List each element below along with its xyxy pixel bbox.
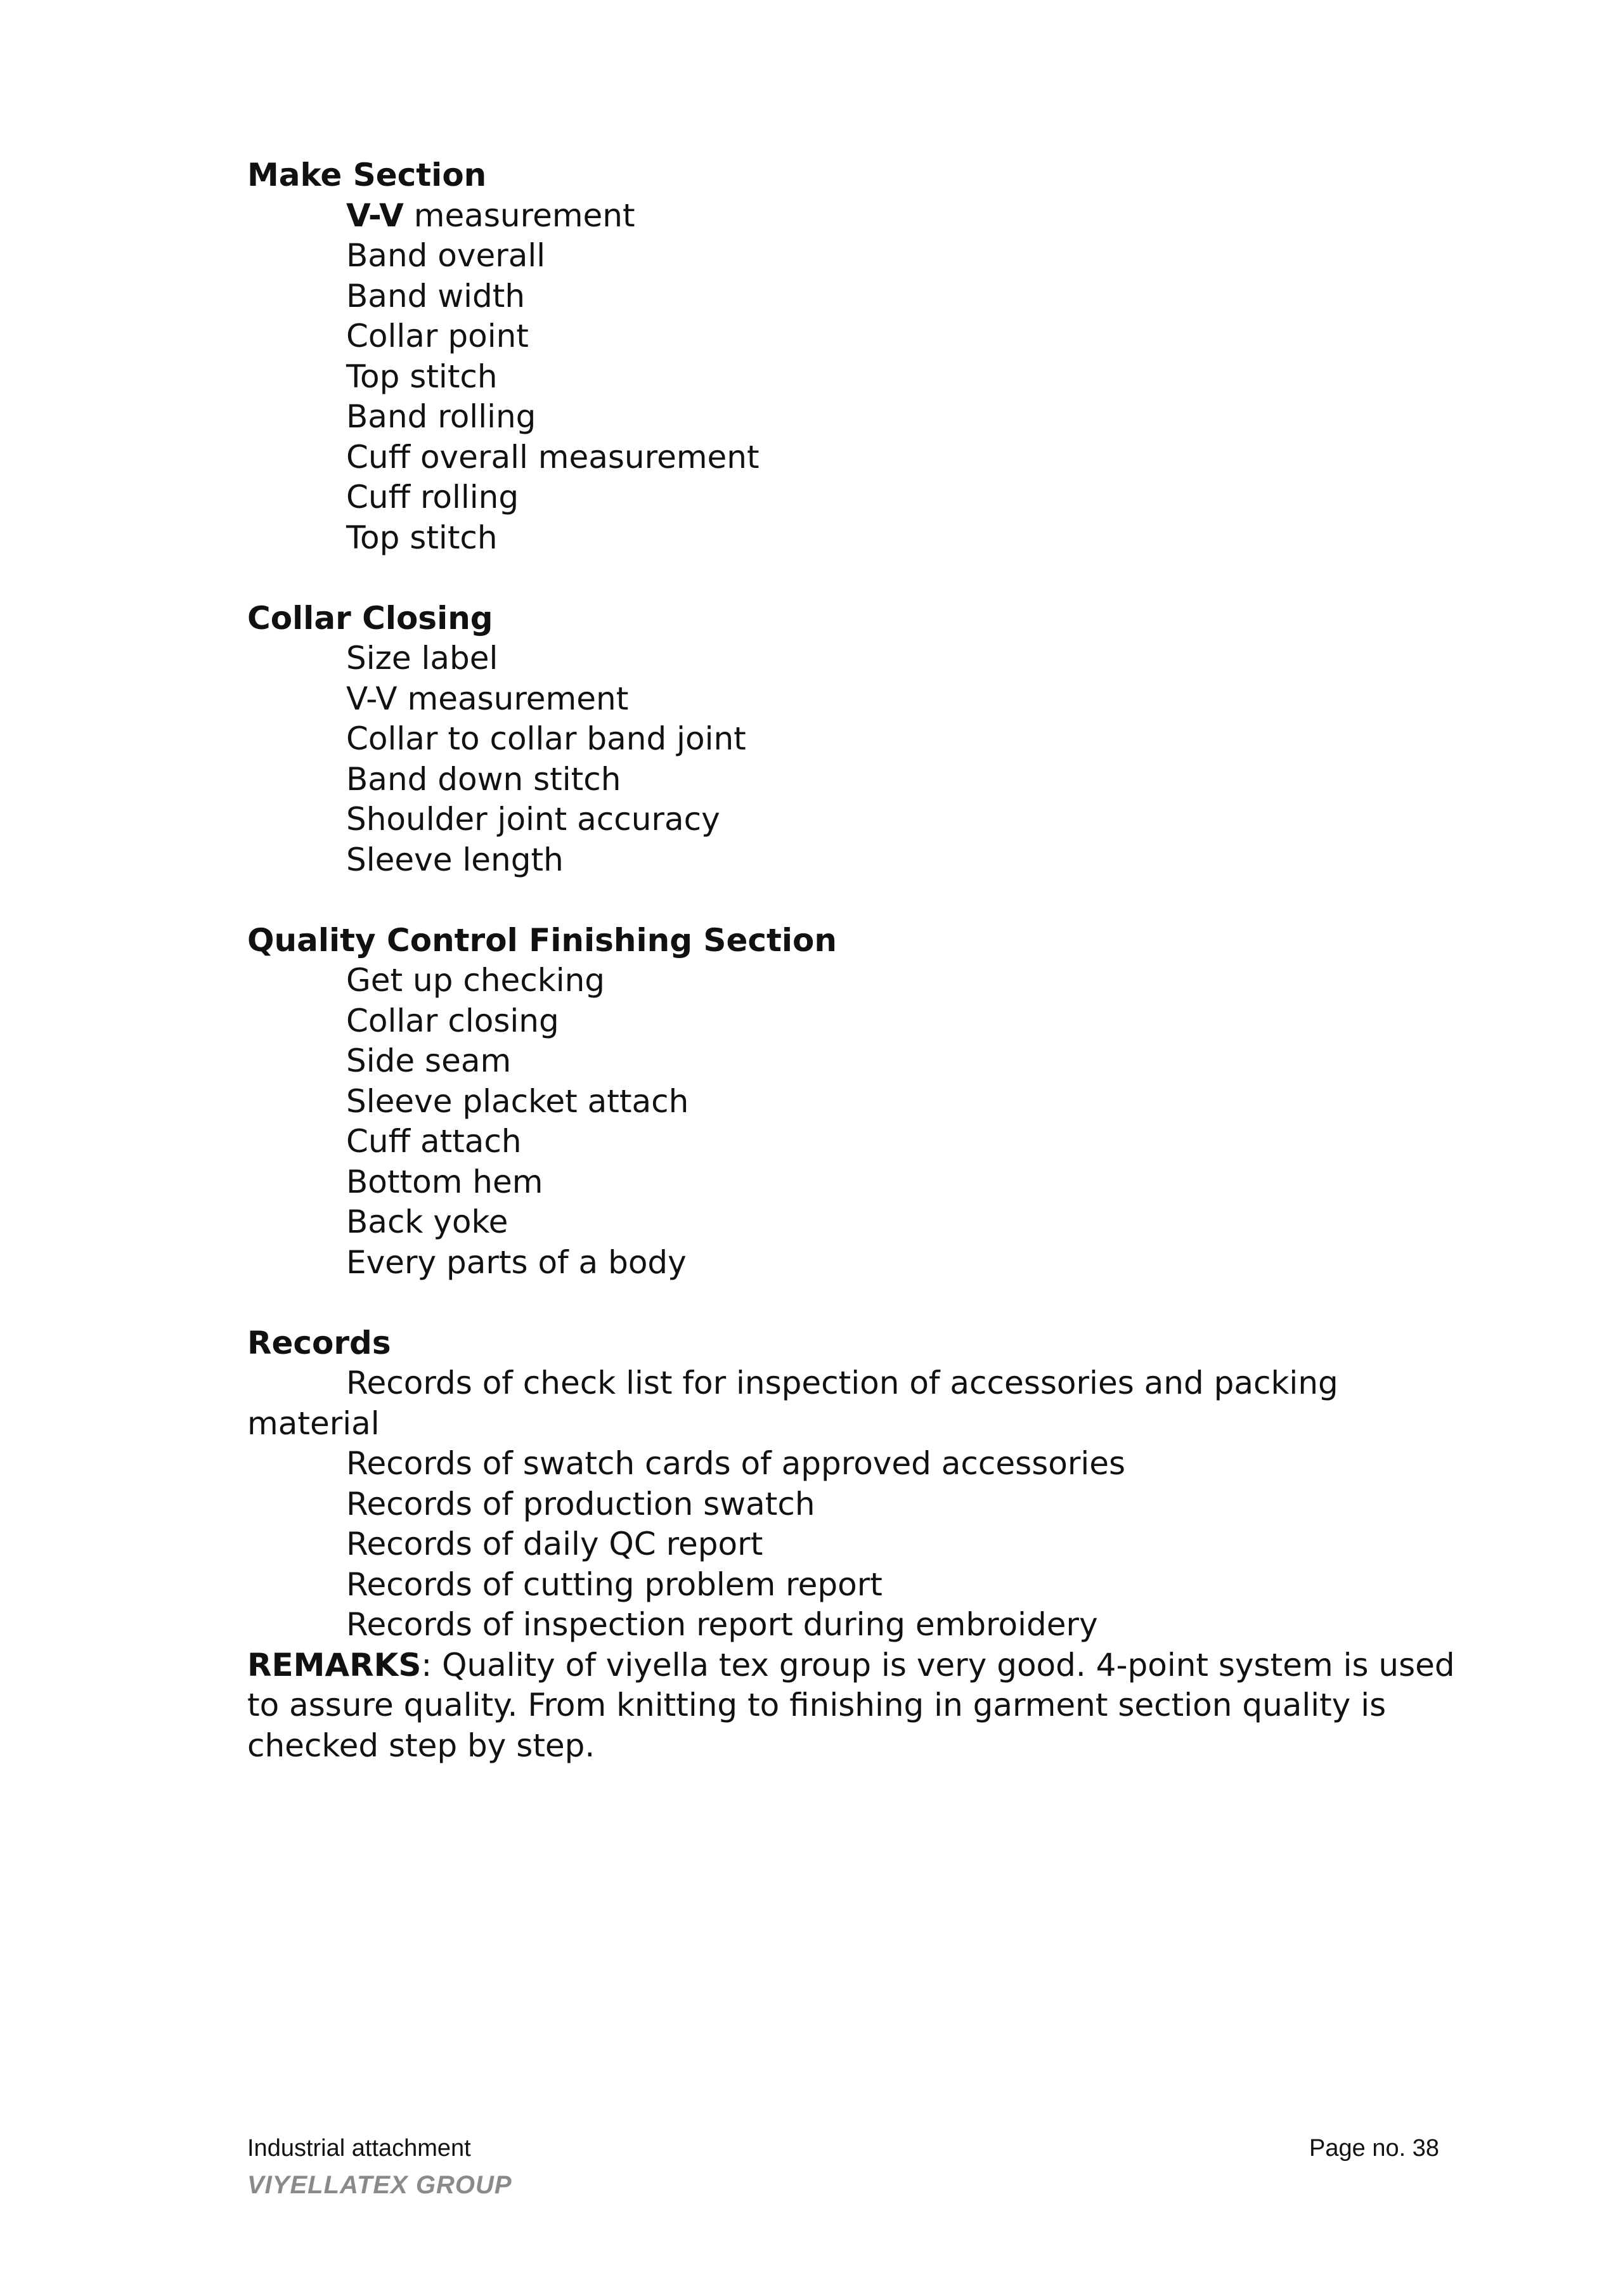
list-item: Side seam [346, 1042, 512, 1079]
list-item: Band down stitch [346, 760, 621, 798]
list-item: Sleeve placket attach [346, 1082, 689, 1120]
list-item: Size label [346, 640, 498, 677]
records-first-item: Records of check list for inspection of accessories and packing material [247, 1365, 1338, 1442]
list-item: Collar point [346, 318, 529, 354]
list-item: Records of swatch cards of approved accessories [346, 1445, 1126, 1482]
remarks-text: : Quality of viyella tex group is very good. 4-point system is used to assure quality. From knitting to finishing in garment section quality is checked step by step. [247, 1646, 1455, 1764]
list-item: Records of inspection report during embroidery [346, 1606, 1098, 1643]
list-item: Cuff attach [346, 1123, 522, 1160]
make-section [247, 155, 1477, 558]
document-body [247, 155, 1477, 1766]
list-item: Get up checking [346, 962, 605, 999]
list-item: Shoulder joint accuracy [346, 801, 720, 838]
section-heading: Collar Closing [247, 599, 493, 637]
list-item: Bottom hem [346, 1163, 543, 1200]
list-item: Records of cutting problem report [346, 1566, 883, 1603]
page-number: Page no. 38 [1309, 2135, 1439, 2162]
collar-closing-section [247, 599, 1477, 881]
list-item: Records of production swatch [346, 1485, 815, 1522]
list-item: Top stitch [346, 519, 498, 556]
company-logo-text: VIYELLATEX GROUP [247, 2171, 512, 2199]
list-item: Collar closing [346, 1002, 559, 1039]
list-item: Every parts of a body [346, 1243, 687, 1281]
page-footer [247, 2134, 1439, 2199]
list-item: Collar to collar band joint [346, 720, 746, 757]
list-item: V-V measurement [346, 197, 635, 234]
records-section [247, 1323, 1477, 1767]
list-item: Band overall [346, 237, 546, 274]
list-item: Band rolling [346, 398, 536, 435]
remarks-label: REMARKS [247, 1646, 422, 1683]
list-item: Records of daily QC report [346, 1526, 763, 1562]
list-item: Sleeve length [346, 841, 564, 878]
qc-finishing-section [247, 921, 1477, 1283]
list-item: Top stitch [346, 358, 498, 395]
footer-title: Industrial attachment [247, 2135, 471, 2162]
list-item: Cuff overall measurement [346, 438, 760, 476]
section-heading: Quality Control Finishing Section [247, 921, 837, 959]
section-heading: Records [247, 1324, 391, 1361]
list-item: Back yoke [346, 1203, 508, 1240]
list-item: Cuff rolling [346, 479, 519, 516]
remarks-paragraph [247, 1645, 1477, 1767]
section-heading: Make Section [247, 157, 487, 193]
list-item: V-V measurement [346, 680, 629, 717]
list-item: Band width [346, 277, 526, 315]
